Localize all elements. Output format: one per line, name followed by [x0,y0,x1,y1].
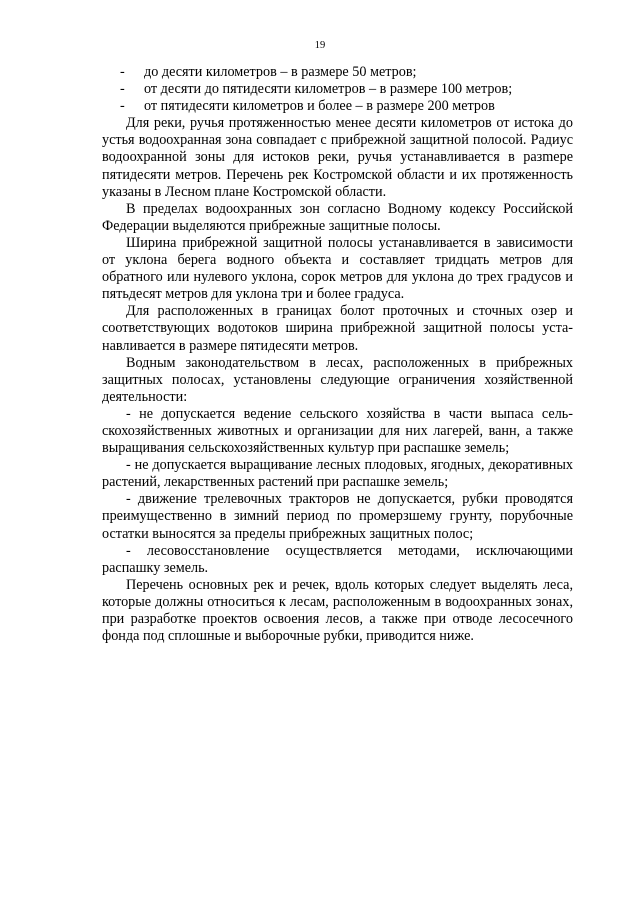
paragraph-closing: Перечень основных рек и речек, вдоль которых следует выделять леса, которые должны относиться к лесам, расположенным в водоохранных зонах, при разработке проектов освоения лесов, а также при отводе лесосечного фонда под сплошные и выборочные рубки, приводится ниже. [102,576,573,645]
distance-list [102,64,573,115]
list-marker: - [120,81,125,98]
list-item-text: от десяти до пятидесяти километров – в размере 100 метров; [144,81,513,98]
paragraph-source-zone: Для реки, ручья протяженностью менее десяти километров от истока до устья водоохранная зона совпадает с прибрежной защитной полосой. Радиус водоохранной зоны для истоков реки, ручья устанавливается в разmере пятидесяти метров. Перечень рек Костромской области и их протяженность указаны в Лесном плане Костромской области. [102,115,573,200]
restriction-item: - лесовосстановление осуществляется методами, исключающими распашку земель. [102,542,573,576]
paragraph-protective-strips: В пределах водоохранных зон согласно Водному кодексу Российской Федерации выделяются прибрежные защитные полосы. [102,200,573,234]
paragraph-swamp-lakes: Для расположенных в границах болот проточных и сточных озер и соответствующих водотоков ширина прибрежной защитной полосы устанавливается в размере пятидесяти метров. [102,303,573,354]
document-body [102,64,573,645]
paragraph-strip-width: Ширина прибрежной защитной полосы устанавливается в зависимости от уклона берега водного объекта и составляет тридцать метров для обратного или нулевого уклона, сорок метров для уклона до трех градусов и пятьдесят метров для уклона три и более градуса. [102,234,573,303]
restriction-item: - движение трелевочных тракторов не допускается, рубки проводятся преимущественно в зимний период по промерзшему грунту, порубочные остатки выносятся за пределы прибрежных защитных полос; [102,491,573,542]
restriction-item: - не допускается ведение сельского хозяйства в части выпаса сельскохозяйственных животных и организации для них лагерей, ванн, а также выращивания сельскохозяйственных культур при распашке земель; [102,405,573,457]
list-item [102,98,573,115]
list-item-text: от пятидесяти километров и более – в размере 200 метров [144,98,495,115]
list-marker: - [120,98,125,115]
list-item [102,81,573,98]
page-number: 19 [314,40,326,51]
restriction-item: - не допускается выращивание лесных плодовых, ягодных, декоративных растений, лекарственных растений при распашке земель; [102,457,573,491]
list-marker: - [120,64,125,80]
list-item-text: до десяти километров – в размере 50 метров; [144,64,417,80]
restrictions-list [102,406,573,577]
paragraph-restrictions-intro: Водным законодательством в лесах, расположенных в прибрежных защитных полосах, установлены следующие ограничения хозяйственной деятельности: [102,354,573,405]
list-item [102,64,573,81]
